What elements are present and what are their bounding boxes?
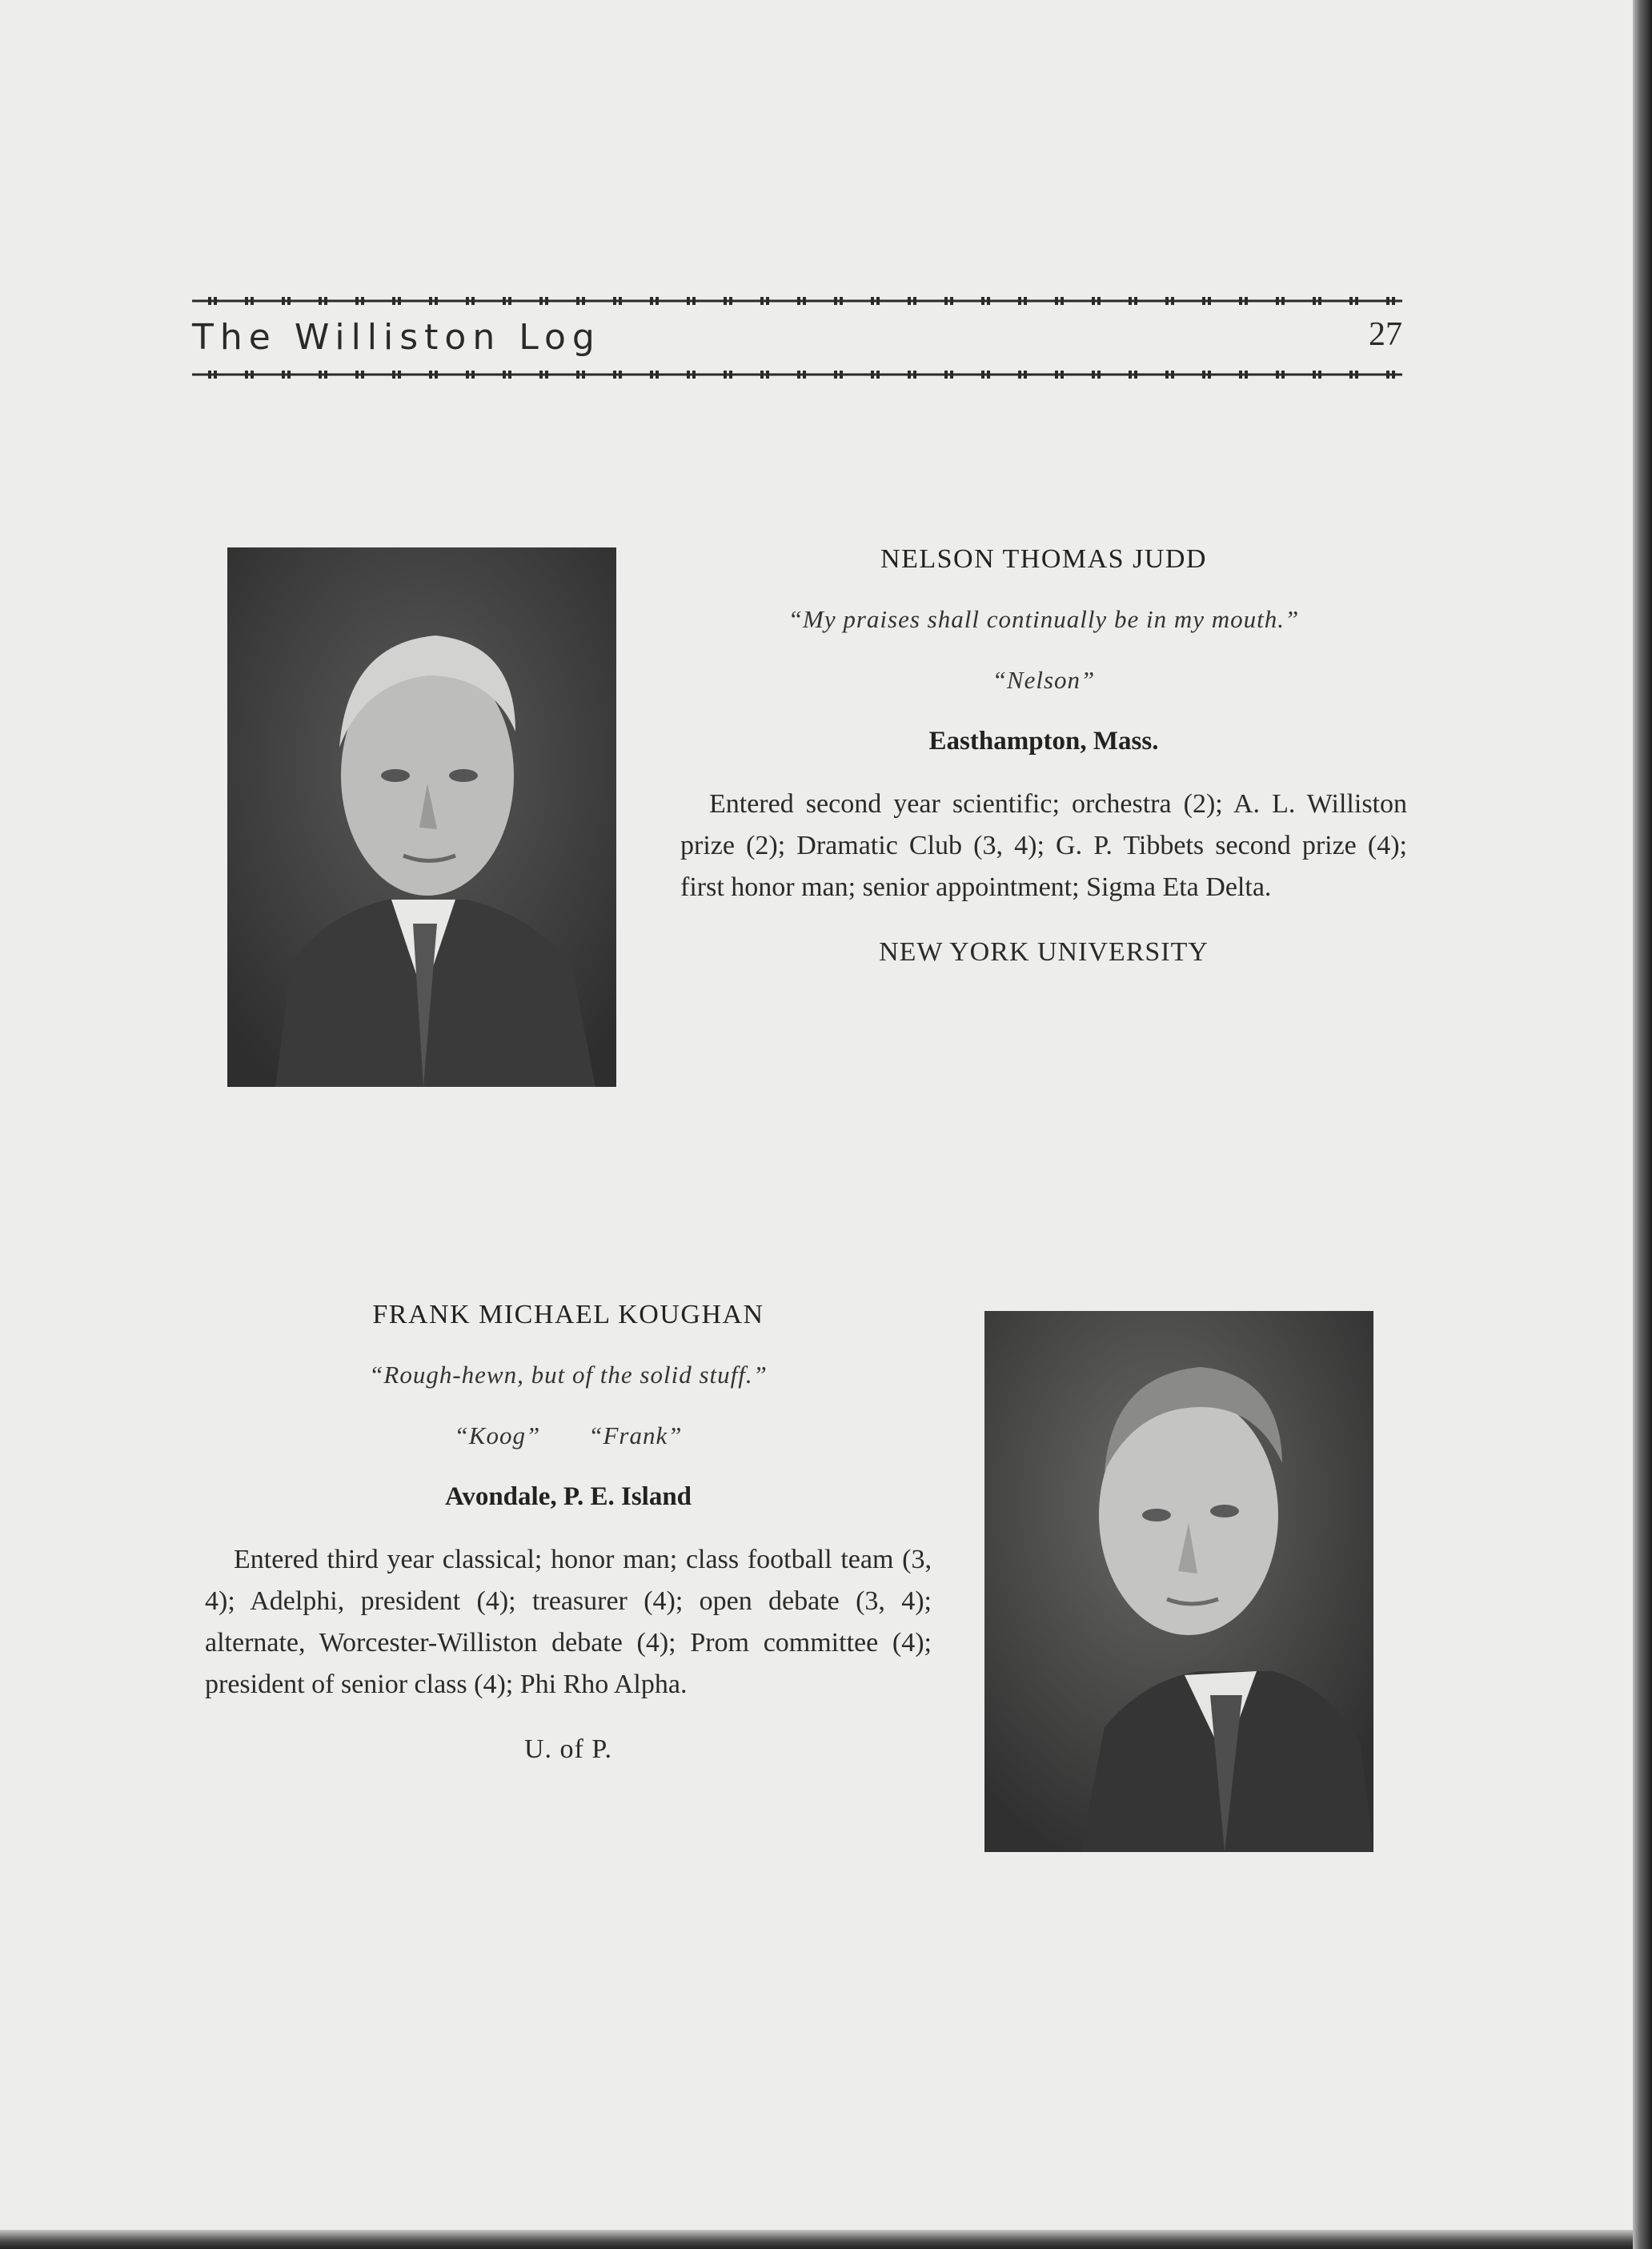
- page-number: 27: [1369, 316, 1402, 353]
- student-quote: “Rough-hewn, but of the solid stuff.”: [369, 1361, 768, 1389]
- student-name: NELSON THOMAS JUDD: [880, 544, 1207, 574]
- senior-entry-frank-koughan: [205, 1300, 932, 1765]
- student-hometown: Avondale, P. E. Island: [444, 1482, 692, 1511]
- running-title: The Williston Log: [192, 317, 601, 358]
- student-name: FRANK MICHAEL KOUGHAN: [372, 1300, 764, 1329]
- portrait-photo-nelson-judd: [227, 547, 616, 1087]
- student-record: Entered third year classical; honor man; class football team (3, 4); Adelphi, president (4); treasurer (4); open debate (3, 4); alternate, Worcester-Williston debate (4); Prom committee (4); president of senior class (4); Phi Rho Alpha.: [205, 1545, 932, 1699]
- student-record: Entered second year scientific; orchestra (2); A. L. Williston prize (2); Dramatic Club (3, 4); G. P. Tibbets second prize (4); first honor man; senior appointment; Sigma Eta Delta.: [680, 789, 1407, 902]
- header-ornamental-rule-bottom: [192, 370, 1402, 379]
- senior-entry-nelson-judd: [680, 544, 1407, 968]
- nickname: “Nelson”: [992, 666, 1096, 694]
- nickname: “Koog”: [454, 1421, 541, 1449]
- book-page-edge: [1633, 0, 1652, 2249]
- portrait-photo-frank-koughan: [984, 1311, 1373, 1852]
- student-college: NEW YORK UNIVERSITY: [879, 937, 1209, 967]
- nickname: “Frank”: [588, 1421, 683, 1449]
- student-college: U. of P.: [523, 1734, 613, 1764]
- student-hometown: Easthampton, Mass.: [928, 727, 1159, 756]
- header-ornamental-rule-top: [192, 296, 1402, 306]
- student-quote: “My praises shall continually be in my mouth.”: [788, 605, 1300, 633]
- student-nicknames: [680, 666, 1407, 695]
- book-page-bottom-edge: [0, 2230, 1633, 2249]
- student-nicknames: [205, 1421, 932, 1450]
